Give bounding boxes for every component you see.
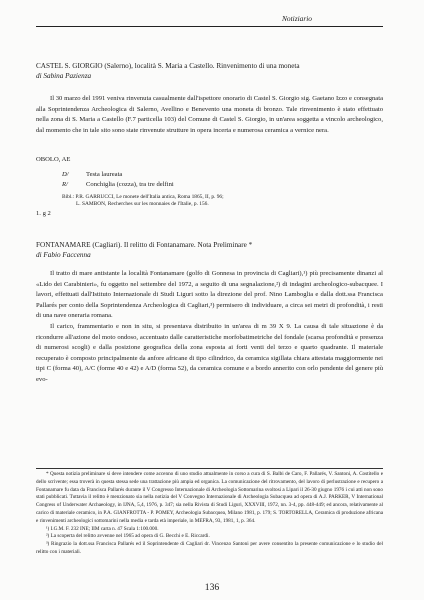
article1-author: di Sabina Pazienza: [36, 72, 92, 80]
footnotes: [36, 471, 383, 557]
article1-paragraph: Il 30 marzo del 1991 veniva rinvenuta casualmente dall'ispettore onorario di Castel S. Giorgio sig. Gaetano Izzo e consegnata alla Soprintendenza Archeologica di Salerno, Avellino e Benevento una moneta di bronzo. Tale rinvenimento è stato effettuato nella zona di S. Maria a Castello (F.7 particella 103) del Comune di Castel S. Giorgio, in un'area soggetta a vincolo archeologico, dal momento che in tale sito sono state rinvenute strutture in opera incerta e numerosa ceramica a vernice nera.: [36, 95, 383, 134]
running-head: Notiziario: [282, 14, 312, 23]
footnote-1: ¹) I.G.M. F. 232 INE; IIM carta n. 47 Scala 1:100.000.: [46, 525, 159, 532]
footnote-rule: [36, 468, 383, 469]
header-rule: [36, 26, 383, 27]
article2-paragraph-2: Il carico, frammentario e non in situ, si presentava distribuito in un'area di m 39 X 9. La causa di tale situazione è da ricondurre all'azione del moto ondoso, accentuato dalle caratteristiche morfobatimetriche del fondale (scarsa profondità e presenza di numerosi scogli) e dalla posizione geografica della zona esposta ai forti venti del terzo e quarto quadrante. Il materiale recuperato è composto principalmente da anfore africane di tipo cilindrico, da ceramica sigillata chiara attestata maggiormente nei tipi C (forma 40), A/C (forme 40 e 42) e A/D (forma 52), da ceramica comune e a bordo annerito con orlo pendente del genere più evo-: [36, 322, 383, 383]
bibliography-line-2: L. SAMBON, Recherches sur les monnaies de l'Italie, p. 156.: [76, 201, 209, 207]
article2-title: FONTANAMARE (Cagliari). Il relitto di Fontanamare. Nota Preliminare *: [36, 241, 253, 249]
obverse-text: Testa laureata: [86, 171, 123, 178]
article1-title: CASTEL S. GIORGIO (Salerno), località S. Maria a Castello. Rinvenimento di una moneta: [36, 62, 300, 70]
reverse-label: R/: [62, 181, 68, 188]
article2-author: di Fabio Faccenna: [36, 251, 91, 259]
article1-body: [36, 94, 383, 136]
article2-body: [36, 269, 383, 386]
coin-weight: 1. g 2: [36, 210, 51, 217]
reverse-text: Conchiglia (cozza), tra tre delfini: [86, 181, 174, 188]
page-number: 136: [204, 582, 220, 593]
footnote-asterisk: * Questa notizia preliminare si deve intendere come accenno di uno studio attualmente in corso a cura di S. Balbi de Caro, F. Pallarés, V. Santoni, A. Costitello e dello scrivente; essa troverà in questa stessa sede una trattazione più ampia ed organica. La comunicazione del ritrovamento, del lavoro di perlustrazione e recupero a Fontanamare fu data da Francisca Pallarés durante il V Congresso Internazionale di Archeologia Sottomarina svoltosi a Lipari il 26-30 giugno 1976 i cui atti non sono stati pubblicati. Tuttavia il relitto è menzionato sia nella notizia del V Convegno Internazionale di Archeologia Subacquea ad opera di A.J. PARKER, V International Congress of Underwater Archaeology, in IJNA, 5,4, 1976, p. 347; sia nella Rivista di Studi Liguri, XXXVIII, 1972, nn. 3-4, pp. 448-449; ed ancora, relativamente al carico di materiale ceramico, in P.A. GIANFROTTA - P. POMEY, Archeologia Subacquea, Milano 1981, p. 179; S. TORTORELLA, Ceramica di produzione africana e rinvenimenti archeologici sottomarini nella media e tarda età imperiale, in MEFRA, 93, 1981, 1, p. 364.: [36, 471, 383, 524]
article2-paragraph-1: Il tratto di mare antistante la località Fontanamare (golfo di Gonnesa in provincia di Cagliari),¹) più precisamente dinanzi al «Lido dei Carabinieri», fu oggetto nel settembre del 1972, a seguito di una segnalazione,²) di indagini archeologico-subacquee. I lavori, effettuati dall'Istituto Internazionale di Studi Liguri sotto la direzione del prof. Nino Lamboglia e dalla dott.ssa Francisca Pallarés per conto della Soprintendenza Archeologica di Cagliari,³) permisero di individuare, a circa sei metri di profondità, i resti di una nave oneraria romana.: [36, 270, 383, 320]
obverse-label: D/: [62, 171, 69, 178]
bibliography-line-1: Bibl.: P.R. GARRUCCI, Le monete dell'Italia antica, Roma 1865, II, p. 96;: [62, 194, 224, 200]
footnote-2: ²) La scoperta del relitto avvenne nel 1965 ad opera di G. Becchi e E. Riccardi.: [46, 533, 210, 540]
footnote-3: ³) Ringrazio la dott.ssa Francisca Pallarés ed il Soprintendente di Cagliari dr. Vincenzo Santoni per avere consentito la presente comunicazione e lo studio del relitto con i materiali.: [36, 541, 383, 555]
coin-heading: OBOLO, AE: [36, 156, 71, 163]
